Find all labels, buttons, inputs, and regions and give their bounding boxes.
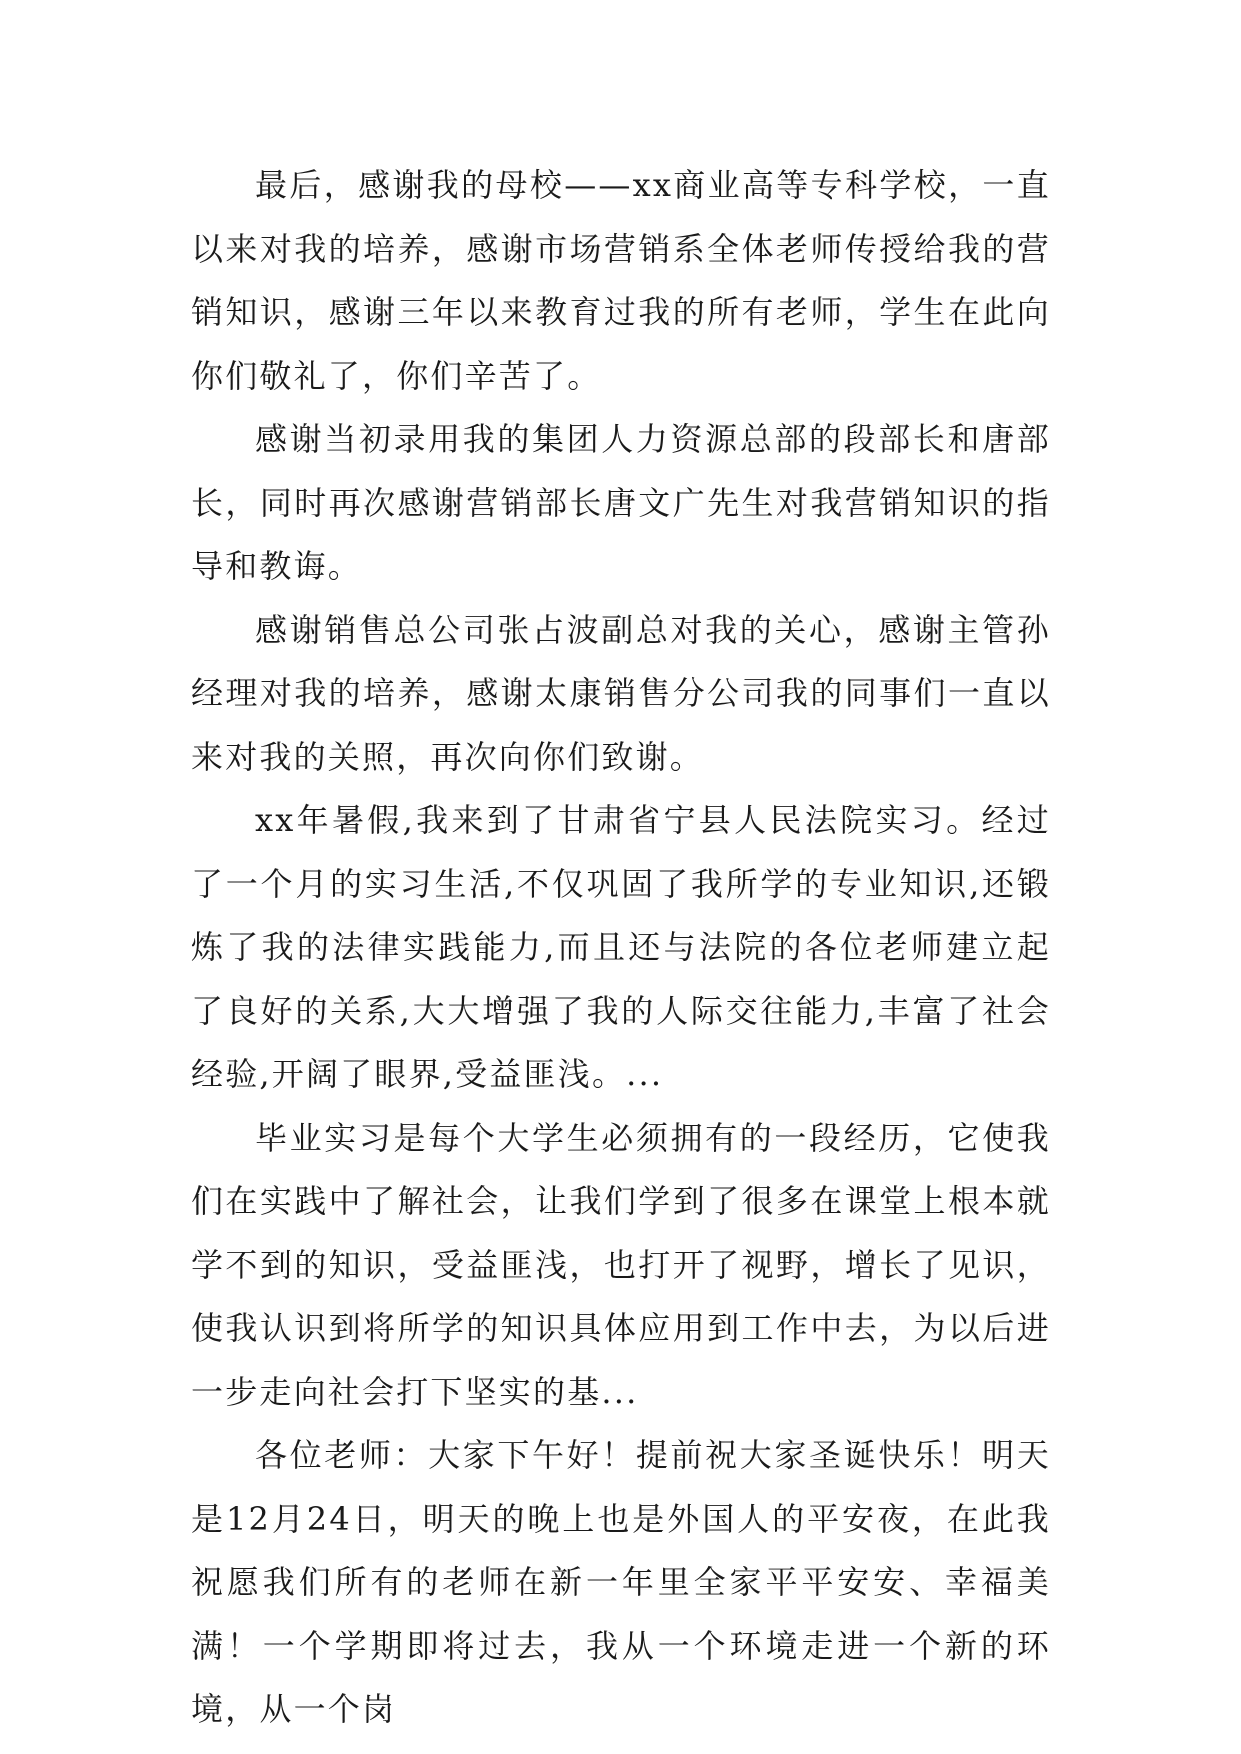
paragraph-3: 感谢销售总公司张占波副总对我的关心，感谢主管孙经理对我的培养，感谢太康销售分公司我的同事们一直以来对我的关照，再次向你们致谢。 <box>191 610 1051 776</box>
paragraph-5: 毕业实习是每个大学生必须拥有的一段经历，它使我们在实践中了解社会，让我们学到了很多在课堂上根本就学不到的知识，受益匪浅，也打开了视野，增长了见识，使我认识到将所学的知识具体应用到工作中去，为以后进一步走向社会打下坚实的基... <box>191 1118 1051 1411</box>
paragraph-4: xx年暑假,我来到了甘肃省宁县人民法院实习。经过了一个月的实习生活,不仅巩固了我所学的专业知识,还锻炼了我的法律实践能力,而且还与法院的各位老师建立起了良好的关系,大大增强了我的人际交往能力,丰富了社会经验,开阔了眼界,受益匪浅。... <box>191 801 1051 1093</box>
paragraph-6: 各位老师：大家下午好！提前祝大家圣诞快乐！明天是12月24日，明天的晚上也是外国人的平安夜，在此我祝愿我们所有的老师在新一年里全家平平安安、幸福美满！一个学期即将过去，我从一个环境走进一个新的环境，从一个岗 <box>191 1436 1051 1728</box>
paragraph-1: 最后，感谢我的母校——xx商业高等专科学校，一直以来对我的培养，感谢市场营销系全体老师传授给我的营销知识，感谢三年以来教育过我的所有老师，学生在此向你们敬礼了，你们辛苦了。 <box>191 166 1051 395</box>
document-body <box>191 154 1051 1742</box>
paragraph-2: 感谢当初录用我的集团人力资源总部的段部长和唐部长，同时再次感谢营销部长唐文广先生对我营销知识的指导和教诲。 <box>191 420 1051 585</box>
